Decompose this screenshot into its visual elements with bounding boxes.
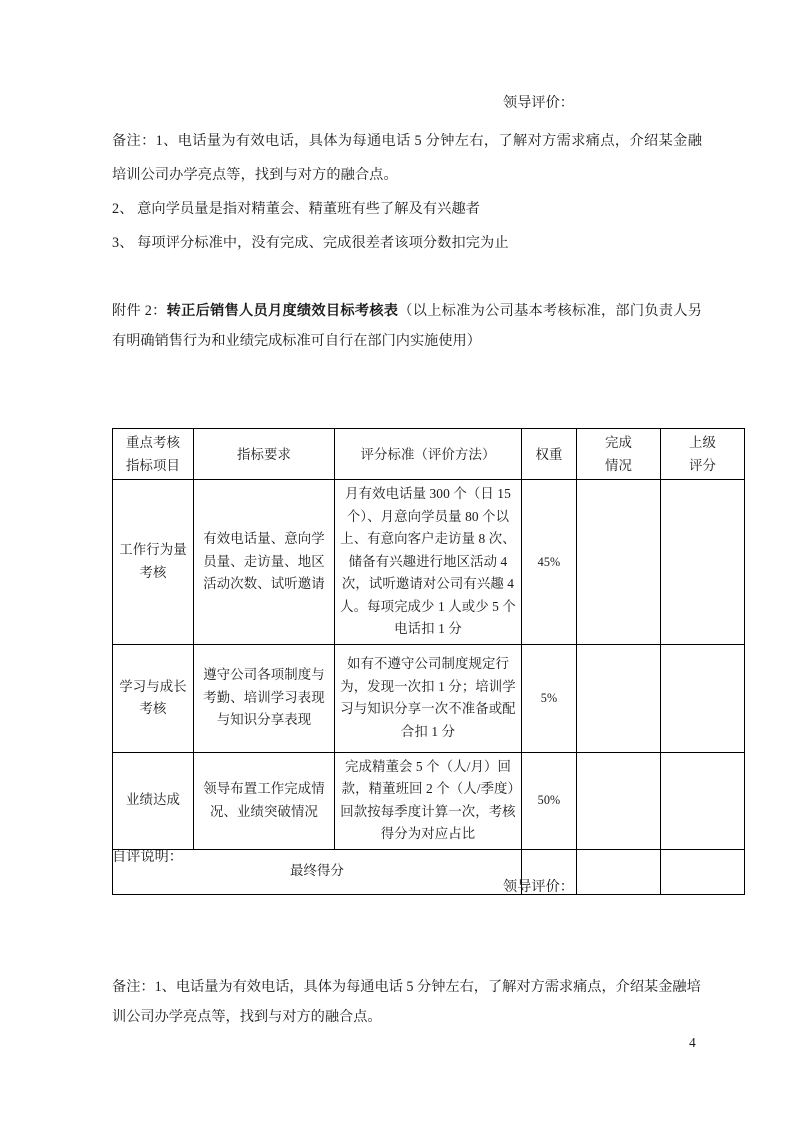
row-score-learning-growth[interactable] <box>661 644 745 752</box>
leader-review-label-bottom: 领导评价： <box>503 879 574 895</box>
header-key-indicator-line1: 重点考核 <box>126 435 180 450</box>
header-completion-line2: 情况 <box>605 458 632 473</box>
row-criteria-performance: 完成精董会 5 个（人/月）回款，精董班回 2 个（人/季度）回款按每季度计算一次，考核得分为对应占比 <box>335 752 522 849</box>
row-item-learning-growth: 学习与成长考核 <box>113 644 194 752</box>
attachment-title <box>112 296 702 356</box>
total-score-cell[interactable] <box>661 849 745 894</box>
page-content <box>112 0 716 1122</box>
top-note-2: 2、 意向学员量是指对精董会、精董班有些了解及有兴趣者 <box>112 201 481 217</box>
row-item-work-behavior: 工作行为量考核 <box>113 480 194 645</box>
page-number: 4 <box>689 1035 696 1050</box>
table-row <box>113 752 745 849</box>
total-completion-cell[interactable] <box>577 849 661 894</box>
header-cell-criteria: 评分标准（评价方法） <box>335 429 522 480</box>
bottom-notes-block <box>112 972 707 1032</box>
row-weight-work-behavior: 45% <box>522 480 577 645</box>
attachment-prefix: 附件 2： <box>112 303 167 319</box>
header-key-indicator-line2: 指标项目 <box>126 458 180 473</box>
bottom-note-line2: 训公司办学亮点等，找到与对方的融合点。 <box>112 1009 382 1025</box>
row-weight-performance: 50% <box>522 752 577 849</box>
leader-review-label-top: 领导评价： <box>503 95 574 111</box>
row-item-performance: 业绩达成 <box>113 752 194 849</box>
row-criteria-learning-growth: 如有不遵守公司制度规定行为，发现一次扣 1 分；培训学习与知识分享一次不准备或配合扣 1 分 <box>335 644 522 752</box>
header-cell-requirement: 指标要求 <box>194 429 335 480</box>
table-total-row <box>113 849 745 894</box>
header-cell-weight: 权重 <box>522 429 577 480</box>
header-cell-key-indicator <box>113 429 194 480</box>
top-notes-block <box>112 124 702 260</box>
table-row <box>113 644 745 752</box>
attachment-paren-note: （以上标准为公司基本考核标准，部门负责人另有明确销售行为和业绩完成标准可自行在部门内实施使用） <box>112 303 702 349</box>
header-supervisor-line1: 上级 <box>689 435 716 450</box>
bottom-note-line1: 备注：1、电话量为有效电话，具体为每通电话 5 分钟左右，了解对方需求痛点，介绍某金融培 <box>112 979 701 995</box>
header-cell-supervisor-score <box>661 429 745 480</box>
table-header-row <box>113 429 745 480</box>
total-score-label: 最终得分 <box>113 849 522 894</box>
row-score-work-behavior[interactable] <box>661 480 745 645</box>
row-completion-performance[interactable] <box>577 752 661 849</box>
kpi-table <box>112 428 745 895</box>
row-requirement-learning-growth: 遵守公司各项制度与考勤、培训学习表现与知识分享表现 <box>194 644 335 752</box>
row-completion-learning-growth[interactable] <box>577 644 661 752</box>
attachment-bold-title: 转正后销售人员月度绩效目标考核表 <box>166 303 399 319</box>
top-note-1: 备注：1、电话量为有效电话，具体为每通电话 5 分钟左右，了解对方需求痛点，介绍某金融培训公司办学亮点等，找到与对方的融合点。 <box>112 133 702 183</box>
row-criteria-work-behavior: 月有效电话量 300 个（日 15 个）、月意向学员量 80 个以上、有意向客户走访量 8 次、储备有兴趣进行地区活动 4 次，试听邀请对公司有兴趣 4 人。每项完成少 1 人或少 5 个电话扣 1 分 <box>335 480 522 645</box>
row-weight-learning-growth: 5% <box>522 644 577 752</box>
row-completion-work-behavior[interactable] <box>577 480 661 645</box>
header-cell-completion <box>577 429 661 480</box>
top-note-3: 3、 每项评分标准中，没有完成、完成很差者该项分数扣完为止 <box>112 235 509 251</box>
self-eval-label: 自评说明： <box>112 849 183 865</box>
header-completion-line1: 完成 <box>605 435 632 450</box>
header-supervisor-line2: 评分 <box>689 458 716 473</box>
row-requirement-performance: 领导布置工作完成情况、业绩突破情况 <box>194 752 335 849</box>
row-score-performance[interactable] <box>661 752 745 849</box>
kpi-table-wrapper <box>112 428 716 895</box>
table-row <box>113 480 745 645</box>
row-requirement-work-behavior: 有效电话量、意向学员量、走访量、地区活动次数、试听邀请 <box>194 480 335 645</box>
